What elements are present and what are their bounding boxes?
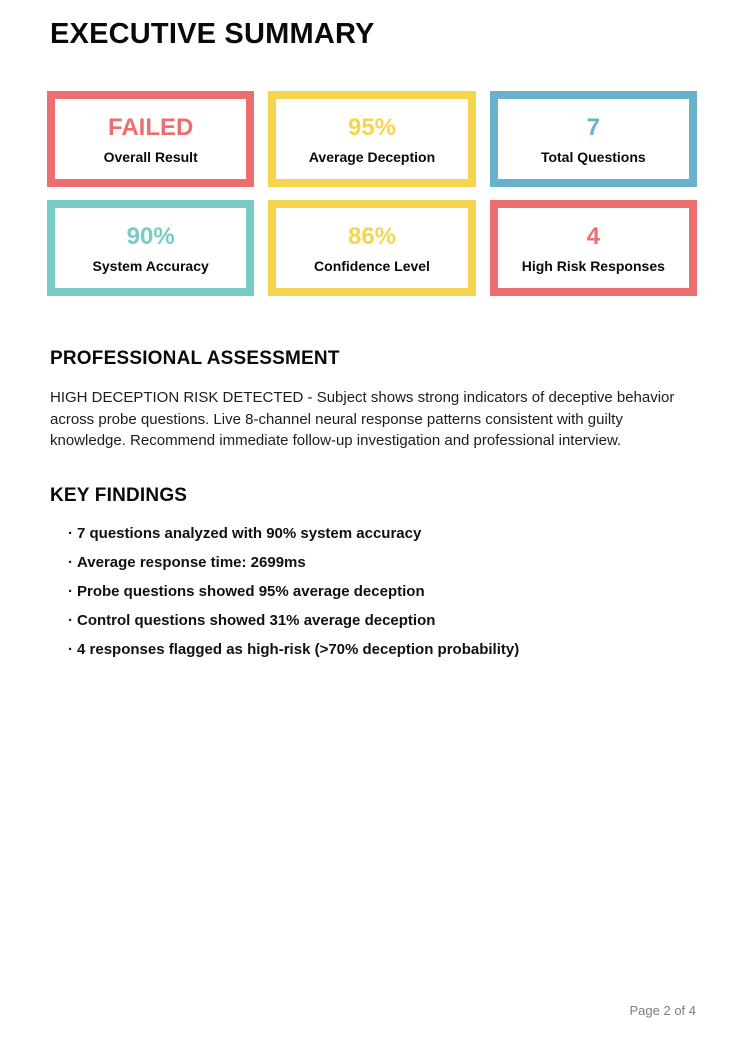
page-number: Page 2 of 4 (629, 1003, 696, 1018)
stat-value: 4 (586, 222, 600, 250)
key-findings-list (68, 526, 695, 658)
stat-label: Total Questions (540, 148, 646, 165)
stat-card-confidence-level (268, 200, 475, 296)
key-finding-item (68, 584, 695, 600)
stat-card-high-risk-responses (490, 200, 697, 296)
bullet-marker: · (68, 611, 73, 629)
stat-card-overall-result (47, 91, 254, 187)
stat-card-average-deception (268, 91, 475, 187)
stat-label: High Risk Responses (521, 257, 665, 274)
key-finding-item (68, 613, 695, 629)
stat-label: Average Deception (308, 148, 436, 165)
professional-assessment-body: HIGH DECEPTION RISK DETECTED - Subject shows strong indicators of deceptive behavior across probe questions. Live 8-channel neural response patterns consistent with guilty knowledge. Recommend immediate follow-up investigation and professional interview. (50, 389, 675, 449)
stat-label: System Accuracy (92, 257, 209, 274)
key-finding-text: 4 responses flagged as high-risk (>70% deception probability) (77, 640, 520, 658)
bullet-marker: · (68, 640, 73, 658)
key-finding-text: Probe questions showed 95% average deception (77, 582, 425, 600)
stat-value: FAILED (107, 113, 194, 141)
stat-value: 7 (586, 113, 600, 141)
bullet-marker: · (68, 524, 73, 542)
key-findings-heading: KEY FINDINGS (50, 484, 188, 506)
stat-card-system-accuracy (47, 200, 254, 296)
key-finding-item (68, 526, 695, 542)
stat-label: Confidence Level (314, 257, 430, 274)
stat-card-total-questions (490, 91, 697, 187)
stat-value: 95% (347, 113, 397, 141)
key-finding-item (68, 555, 695, 571)
key-finding-text: Control questions showed 31% average deception (77, 611, 436, 629)
stat-cards (47, 91, 697, 296)
bullet-marker: · (68, 553, 73, 571)
bullet-marker: · (68, 582, 73, 600)
key-finding-text: Average response time: 2699ms (77, 553, 306, 571)
stat-label: Overall Result (103, 148, 198, 165)
key-finding-item (68, 642, 695, 658)
stat-value: 90% (126, 222, 175, 250)
professional-assessment-heading: PROFESSIONAL ASSESSMENT (50, 348, 340, 369)
key-finding-text: 7 questions analyzed with 90% system accuracy (77, 524, 422, 542)
stat-value: 86% (347, 222, 397, 250)
page-title: EXECUTIVE SUMMARY (50, 18, 375, 50)
